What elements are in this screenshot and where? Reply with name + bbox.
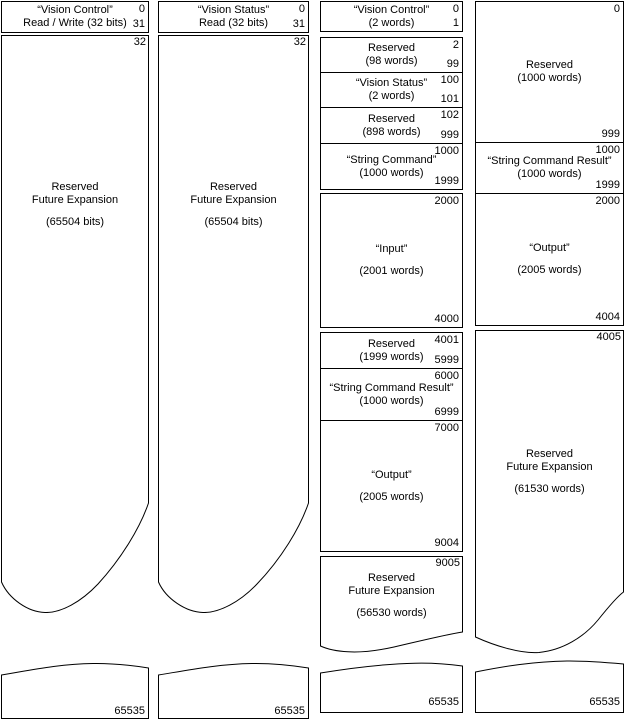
block-label: Future Expansion <box>31 194 119 206</box>
addr-top: 4001 <box>434 334 459 346</box>
block-size: (56530 words) <box>356 607 427 619</box>
addr-top: 1000 <box>434 145 459 157</box>
addr-top: 1000 <box>595 144 620 156</box>
col3-reserved-1999-block <box>321 333 462 369</box>
block-size: (2005 words) <box>517 264 582 276</box>
block-label: “Vision Status” <box>355 77 428 89</box>
col3-mid-group <box>320 37 463 190</box>
addr-end: 65535 <box>428 696 459 708</box>
addr-top: 32 <box>133 36 146 48</box>
addr-bottom: 99 <box>446 58 459 70</box>
addr-bottom: 1 <box>452 17 459 29</box>
col3-bottom-fragment <box>320 655 463 713</box>
torn-box-outline <box>1 35 149 613</box>
addr-bottom: 4000 <box>434 313 459 325</box>
block-label: Reserved <box>367 42 416 54</box>
col4-reserved-future-expansion <box>475 330 624 656</box>
col2-bottom-fragment <box>158 660 309 722</box>
col3-lower-group <box>320 332 463 552</box>
block-label: “String Command” <box>346 153 437 166</box>
block-size: (65504 bits) <box>204 216 263 228</box>
col4-bottom-fragment <box>475 655 624 713</box>
block-label: Reserved <box>209 181 258 193</box>
block-label: Reserved <box>51 181 99 193</box>
addr-bottom: 4004 <box>595 311 620 323</box>
block-size: (2001 words) <box>359 265 424 277</box>
addr-top: 9005 <box>435 557 460 569</box>
block-label: “Vision Control” <box>37 4 113 16</box>
block-label: Reserved <box>367 337 416 350</box>
block-label: “Output” <box>529 242 570 254</box>
addr-bottom: 9004 <box>434 537 459 549</box>
addr-bottom: 6999 <box>434 406 459 418</box>
block-text <box>158 181 309 229</box>
block-label: “Vision Status” <box>197 4 270 16</box>
addr-end: 65535 <box>589 696 620 708</box>
addr-top: 2000 <box>434 195 459 207</box>
col3-input-block <box>320 193 463 328</box>
addr-bottom: 5999 <box>434 354 459 366</box>
block-size: (98 words) <box>365 55 418 67</box>
addr-top: 0 <box>613 3 620 15</box>
block-size: (1000 words) <box>359 166 424 179</box>
addr-top: 7000 <box>434 422 459 434</box>
col4-reserved-1000-block <box>476 2 623 143</box>
col3-vision-status-block <box>321 73 462 108</box>
col3-reserved-future-expansion <box>320 556 463 656</box>
block-label: “String Command Result” <box>329 381 454 394</box>
block-text <box>320 572 463 620</box>
block-label: Reserved <box>525 59 574 71</box>
addr-top: 2 <box>452 39 459 51</box>
addr-bottom: 31 <box>132 18 145 30</box>
block-size: (898 words) <box>362 125 421 138</box>
col2-vision-status-header <box>158 1 309 33</box>
addr-bottom: 999 <box>440 129 459 141</box>
block-size: (1000 words) <box>517 72 582 84</box>
block-label: Reserved <box>525 448 574 460</box>
col4-string-command-result-block <box>476 143 623 194</box>
col4-output-block <box>476 194 623 325</box>
block-label: Future Expansion <box>348 585 435 597</box>
block-size: (1999 words) <box>359 350 424 363</box>
block-label: Reserved <box>367 572 416 584</box>
addr-bottom: 101 <box>440 93 459 105</box>
col2-reserved-future-expansion <box>158 35 309 613</box>
torn-box-outline <box>158 35 309 613</box>
block-size: (1000 words) <box>517 168 582 180</box>
block-size: (2 words) <box>368 90 415 102</box>
col3-reserved-98-block <box>321 38 462 73</box>
block-size: (2005 words) <box>359 490 424 503</box>
block-label: “Output” <box>371 468 412 481</box>
col3-output-block <box>321 421 462 551</box>
addr-top: 32 <box>293 36 306 48</box>
addr-end: 65535 <box>114 705 145 717</box>
block-label: “Input” <box>375 243 408 255</box>
block-size: (65504 bits) <box>45 216 105 228</box>
col3-string-command-result-block <box>321 369 462 421</box>
addr-top: 6000 <box>434 370 459 382</box>
block-label: Reserved <box>367 112 416 125</box>
block-label: Future Expansion <box>190 194 277 206</box>
addr-top: 2000 <box>595 195 620 207</box>
addr-top: 0 <box>298 3 305 15</box>
col3-string-command-block <box>321 144 462 189</box>
block-label: “String Command Result” <box>487 155 612 167</box>
block-label: “Vision Control” <box>353 3 430 16</box>
block-label: Future Expansion <box>506 461 593 473</box>
addr-top: 100 <box>440 74 459 86</box>
addr-end: 65535 <box>274 705 305 717</box>
addr-top: 0 <box>138 3 145 15</box>
col4-upper-group <box>475 1 624 326</box>
addr-bottom: 31 <box>292 18 305 30</box>
addr-top: 102 <box>440 109 459 121</box>
block-text <box>1 181 149 229</box>
block-size: (61530 words) <box>514 483 585 495</box>
col1-reserved-future-expansion <box>1 35 149 613</box>
addr-bottom: 1999 <box>434 175 459 187</box>
addr-bottom: 999 <box>601 128 620 140</box>
col3-vision-control-block <box>320 1 463 32</box>
block-text <box>475 448 624 496</box>
addr-top: 4005 <box>596 331 621 343</box>
col1-vision-control-header <box>1 1 149 33</box>
block-sublabel: Read / Write (32 bits) <box>23 17 127 29</box>
block-size: (1000 words) <box>359 394 424 407</box>
block-size: (2 words) <box>368 16 415 29</box>
col3-reserved-898-block <box>321 108 462 144</box>
addr-bottom: 1999 <box>595 179 620 191</box>
block-sublabel: Read (32 bits) <box>198 17 269 29</box>
col1-bottom-fragment <box>1 660 149 722</box>
addr-top: 0 <box>452 3 459 15</box>
